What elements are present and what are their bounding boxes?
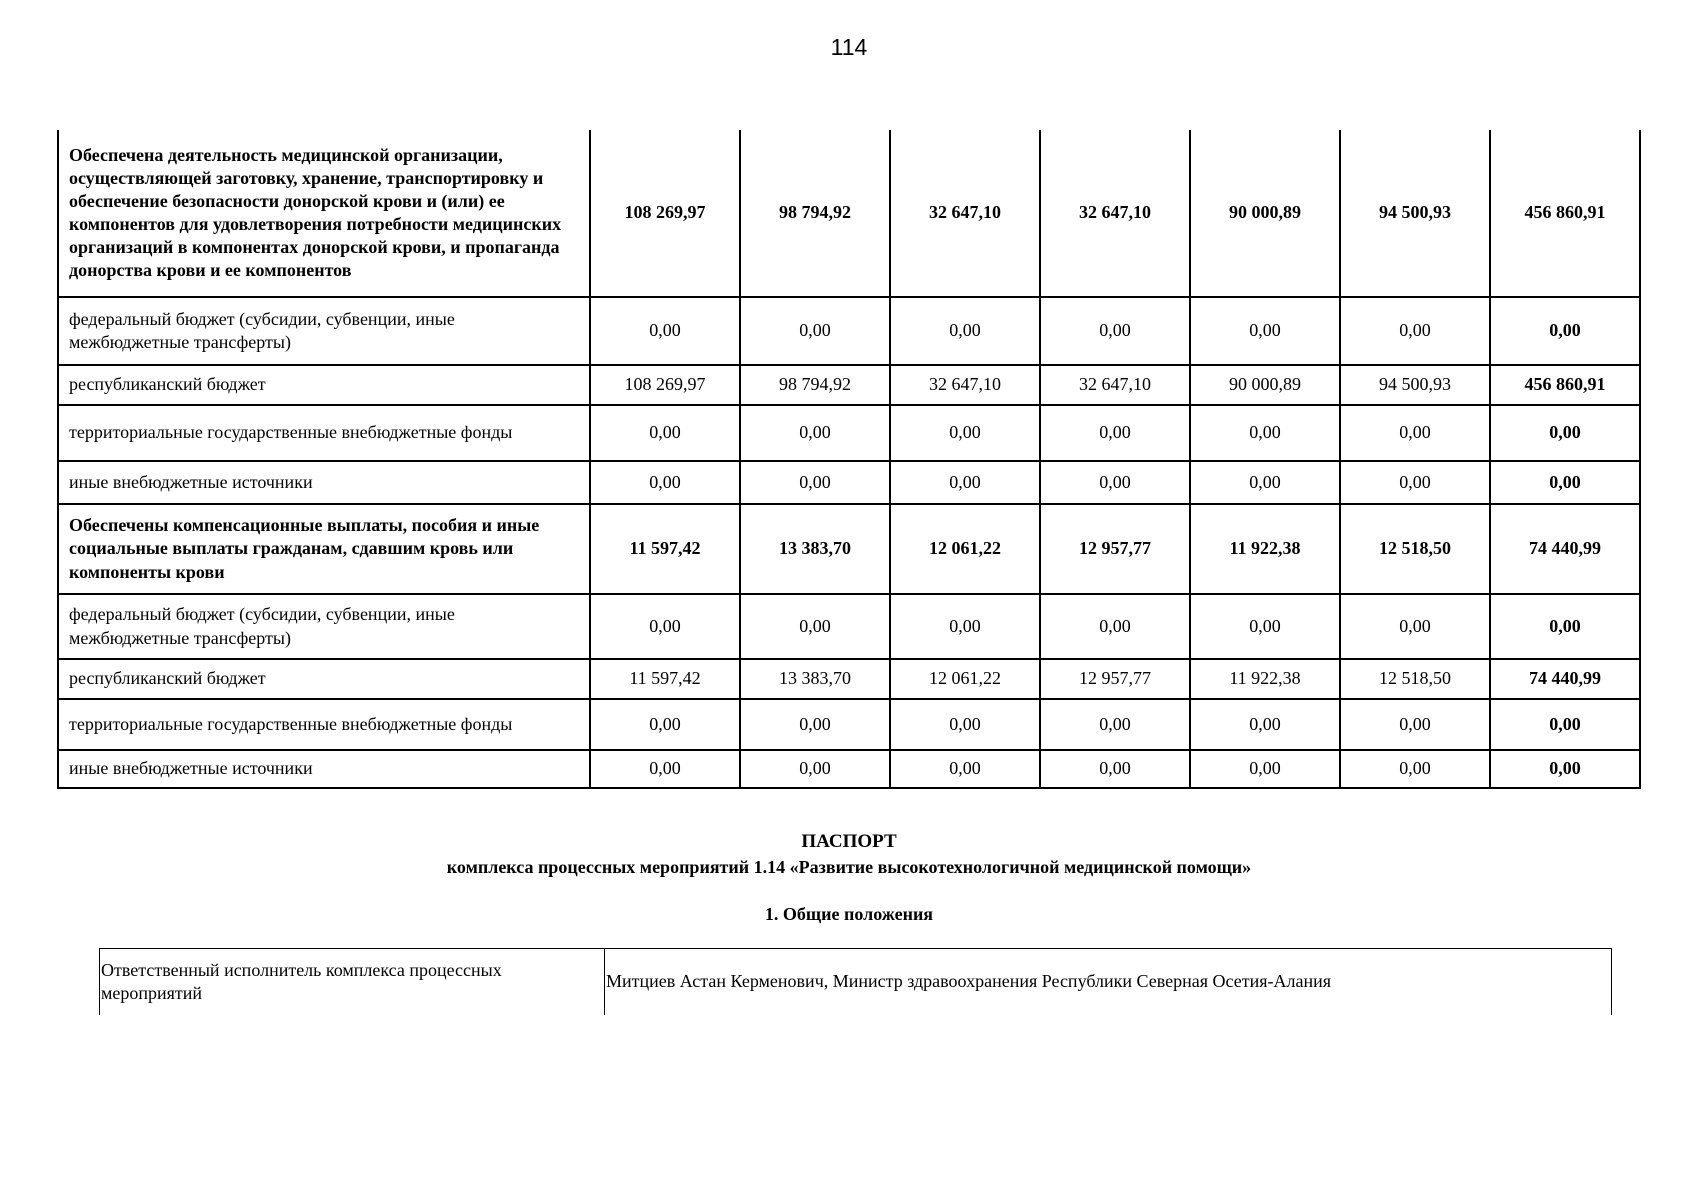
value-cell: 0,00 — [1190, 750, 1340, 788]
value-cell: 0,00 — [1340, 750, 1490, 788]
total-cell: 0,00 — [1490, 405, 1640, 461]
value-cell: 13 383,70 — [740, 659, 890, 699]
table-row — [58, 461, 1640, 504]
value-cell: 12 518,50 — [1340, 659, 1490, 699]
value-cell: 11 922,38 — [1190, 504, 1340, 594]
value-cell: 0,00 — [590, 405, 740, 461]
row-label: республиканский бюджет — [58, 659, 590, 699]
value-cell: 108 269,97 — [590, 130, 740, 297]
value-cell: 11 597,42 — [590, 504, 740, 594]
total-cell: 0,00 — [1490, 297, 1640, 365]
value-cell: 0,00 — [1340, 699, 1490, 750]
value-cell: 0,00 — [740, 699, 890, 750]
value-cell: 11 922,38 — [1190, 659, 1340, 699]
value-cell: 32 647,10 — [1040, 365, 1190, 405]
passport-table — [99, 948, 1612, 1015]
value-cell: 0,00 — [590, 699, 740, 750]
table-row — [100, 949, 1612, 1016]
value-cell: 0,00 — [590, 461, 740, 504]
table-row — [58, 659, 1640, 699]
row-label: иные внебюджетные источники — [58, 750, 590, 788]
value-cell: 0,00 — [1340, 297, 1490, 365]
value-cell: 32 647,10 — [1040, 130, 1190, 297]
total-cell: 0,00 — [1490, 594, 1640, 659]
table-row — [58, 699, 1640, 750]
total-cell: 0,00 — [1490, 699, 1640, 750]
value-cell: 0,00 — [1340, 461, 1490, 504]
page-number: 114 — [830, 34, 868, 60]
value-cell: 0,00 — [1040, 405, 1190, 461]
total-cell: 0,00 — [1490, 750, 1640, 788]
section-heading: 1. Общие положения — [764, 904, 934, 924]
value-cell: 0,00 — [590, 594, 740, 659]
value-cell: 0,00 — [1190, 461, 1340, 504]
value-cell: 0,00 — [740, 594, 890, 659]
value-cell: 0,00 — [1190, 699, 1340, 750]
table-row — [58, 504, 1640, 594]
value-cell: 11 597,42 — [590, 659, 740, 699]
value-cell: 12 518,50 — [1340, 504, 1490, 594]
value-cell: 98 794,92 — [740, 130, 890, 297]
value-cell: 90 000,89 — [1190, 365, 1340, 405]
value-cell: 12 957,77 — [1040, 504, 1190, 594]
table-row — [58, 405, 1640, 461]
value-cell: 94 500,93 — [1340, 130, 1490, 297]
value-cell: 12 957,77 — [1040, 659, 1190, 699]
passport-subtitle: комплекса процессных мероприятий 1.14 «Развитие высокотехнологичной медицинской помощи» — [446, 857, 1252, 877]
value-cell: 0,00 — [1340, 405, 1490, 461]
value-cell: 0,00 — [890, 461, 1040, 504]
value-cell: 0,00 — [1040, 461, 1190, 504]
value-cell: 0,00 — [890, 750, 1040, 788]
value-cell: 0,00 — [590, 750, 740, 788]
budget-table — [57, 130, 1641, 789]
value-cell: 32 647,10 — [890, 130, 1040, 297]
total-cell: 74 440,99 — [1490, 659, 1640, 699]
value-cell: 0,00 — [590, 297, 740, 365]
value-cell: 0,00 — [1040, 594, 1190, 659]
row-label: федеральный бюджет (субсидии, субвенции, иные межбюджетные трансферты) — [58, 297, 590, 365]
value-cell: 12 061,22 — [890, 659, 1040, 699]
value-cell: 0,00 — [740, 297, 890, 365]
table-row — [58, 594, 1640, 659]
table-row — [58, 297, 1640, 365]
total-cell: 456 860,91 — [1490, 365, 1640, 405]
value-cell: 0,00 — [1340, 594, 1490, 659]
table-row — [58, 750, 1640, 788]
value-cell: 0,00 — [890, 405, 1040, 461]
value-cell: 0,00 — [890, 594, 1040, 659]
value-cell: 32 647,10 — [890, 365, 1040, 405]
value-cell: 12 061,22 — [890, 504, 1040, 594]
value-cell: 0,00 — [1190, 594, 1340, 659]
value-cell: 0,00 — [1190, 405, 1340, 461]
value-cell: 98 794,92 — [740, 365, 890, 405]
table-row — [58, 365, 1640, 405]
total-cell: 456 860,91 — [1490, 130, 1640, 297]
total-cell: 74 440,99 — [1490, 504, 1640, 594]
value-cell: 0,00 — [740, 405, 890, 461]
passport-title: ПАСПОРТ — [801, 831, 897, 852]
value-cell: 94 500,93 — [1340, 365, 1490, 405]
row-label: территориальные государственные внебюджетные фонды — [58, 405, 590, 461]
table-row — [58, 130, 1640, 297]
row-label: республиканский бюджет — [58, 365, 590, 405]
value-cell: 0,00 — [890, 699, 1040, 750]
row-label: территориальные государственные внебюджетные фонды — [58, 699, 590, 750]
value-cell: 108 269,97 — [590, 365, 740, 405]
row-value: Митциев Астан Керменович, Министр здравоохранения Республики Северная Осетия-Алания — [605, 949, 1612, 1016]
value-cell: 0,00 — [740, 461, 890, 504]
row-label: Ответственный исполнитель комплекса процессных мероприятий — [100, 949, 605, 1016]
value-cell: 0,00 — [1190, 297, 1340, 365]
value-cell: 0,00 — [1040, 297, 1190, 365]
total-cell: 0,00 — [1490, 461, 1640, 504]
value-cell: 0,00 — [890, 297, 1040, 365]
value-cell: 0,00 — [740, 750, 890, 788]
row-label: Обеспечена деятельность медицинской организации, осуществляющей заготовку, хранение, транспортировку и обеспечение безопасности донорской крови и (или) ее компонентов для удовлетворения потребности медицинских организаций в компонентах донорской крови, и пропаганда донорства крови и ее компонентов — [58, 130, 590, 297]
value-cell: 90 000,89 — [1190, 130, 1340, 297]
row-label: Обеспечены компенсационные выплаты, пособия и иные социальные выплаты гражданам, сдавшим кровь или компоненты крови — [58, 504, 590, 594]
value-cell: 0,00 — [1040, 750, 1190, 788]
value-cell: 13 383,70 — [740, 504, 890, 594]
row-label: федеральный бюджет (субсидии, субвенции, иные межбюджетные трансферты) — [58, 594, 590, 659]
value-cell: 0,00 — [1040, 699, 1190, 750]
row-label: иные внебюджетные источники — [58, 461, 590, 504]
